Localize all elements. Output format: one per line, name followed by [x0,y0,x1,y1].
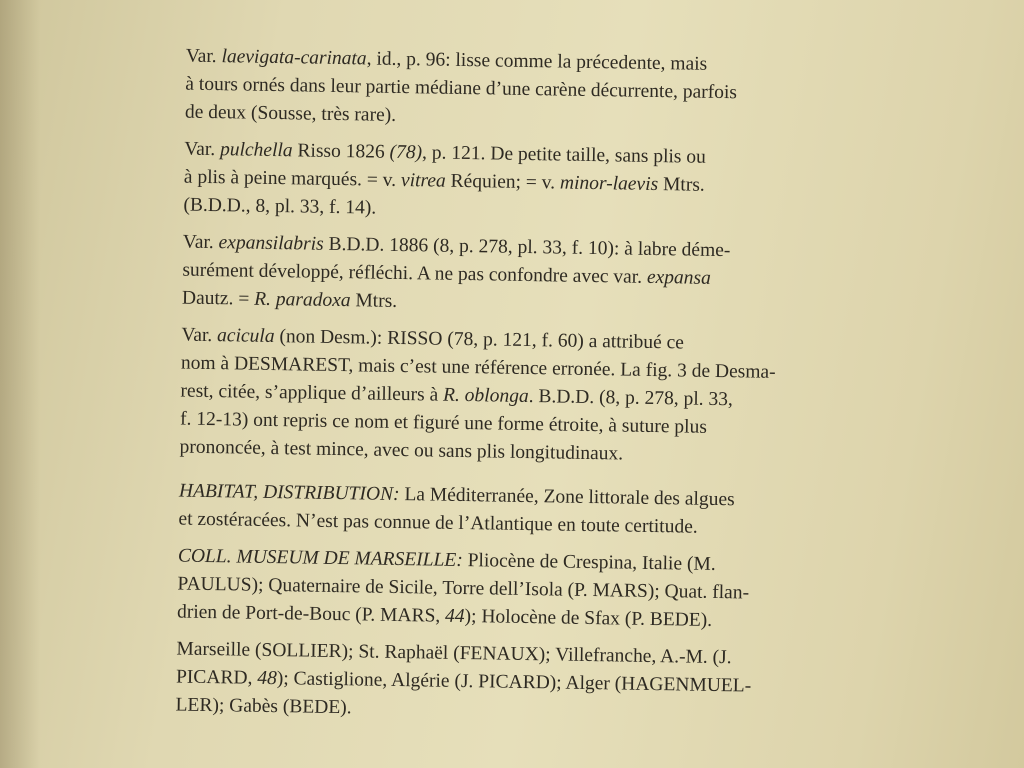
text-line: f. 12-13) ont repris ce nom et figuré une forme étroite, à suture plus [179,408,708,438]
text-line: Var. laevigata-carinata, id., p. 96: lisse comme la précedente, mais [185,45,708,75]
text-line: à plis à peine marqués. = v. vitrea Réquien; = v. minor-laevis Mtrs. [183,166,705,196]
italic-text: HABITAT, DISTRIBUTION: [178,480,400,506]
italic-text: minor-laevis [559,172,659,196]
text-line: PAULUS); Quaternaire de Sicile, Torre dell’Isola (P. MARS); Quat. flan- [177,573,750,604]
text-line: drien de Port-de-Bouc (P. MARS, 44); Holocène de Sfax (P. BEDE). [176,601,713,631]
text-line: surément développé, réfléchi. A ne pas confondre avec var. expansa [182,259,712,289]
text-line: à tours ornés dans leur partie médiane d’une carène décurrente, parfois [185,73,738,104]
paragraph-coll-museum [139,542,856,637]
italic-text: R. oblonga [442,384,529,408]
text-line: Dautz. = R. paradoxa Mtrs. [181,287,398,312]
text-line: et zostéracées. N’est pas connue de l’Atlantique en toute certitude. [178,508,698,538]
italic-text: (78) [389,141,423,164]
italic-text: COLL. MUSEUM DE MARSEILLE: [177,545,463,572]
paragraph-var-pulchella [145,135,862,230]
text-line: Var. acicula (non Desm.): RISSO (78, p. 121, f. 60) a attribué ce [181,324,685,354]
italic-text: 44 [444,605,465,628]
text-line: COLL. MUSEUM DE MARSEILLE: Pliocène de Crespina, Italie (M. [177,545,716,575]
text-line: (B.D.D., 8, pl. 33, f. 14). [183,194,377,219]
italic-text: 48 [257,667,277,690]
text-line: de deux (Sousse, très rare). [184,101,397,126]
italic-text: acicula [216,325,275,348]
text-line: prononcée, à test mince, avec ou sans plis longitudinaux. [179,436,624,465]
paragraph-var-laevigata-carinata [147,42,864,137]
paragraph-var-expansilabris [144,228,861,323]
page-gutter-shadow [0,0,40,768]
text-line: HABITAT, DISTRIBUTION: La Méditerranée, Zone littorale des algues [178,480,735,511]
paragraph-var-acicula [141,321,859,472]
italic-text: expansa [646,266,712,289]
paragraph-localities [137,635,854,730]
italic-text: expansilabris [218,232,324,255]
text-line: rest, citée, s’applique d’ailleurs à R. oblonga. B.D.D. (8, p. 278, pl. 33, [180,380,734,411]
page-text [137,42,864,739]
text-line: LER); Gabès (BEDE). [175,694,352,719]
italic-text: laevigata-carinata [221,46,367,70]
text-line: PICARD, 48); Castiglione, Algérie (J. PICARD); Alger (HAGENMUEL- [175,666,752,697]
paragraph-habitat-distribution [140,477,857,544]
text-line: nom à DESMAREST, mais c’est une référence erronée. La fig. 3 de Desma- [180,352,776,383]
italic-text: vitrea [400,169,446,192]
text-line: Var. expansilabris B.D.D. 1886 (8, p. 278, pl. 33, f. 10): à labre déme- [182,231,731,262]
italic-text: R. paradoxa [253,288,351,312]
text-line: Var. pulchella Risso 1826 (78), p. 121. De petite taille, sans plis ou [184,138,707,168]
italic-text: pulchella [219,139,293,162]
text-line: Marseille (SOLLIER); St. Raphaël (FENAUX); Villefranche, A.-M. (J. [176,638,732,669]
